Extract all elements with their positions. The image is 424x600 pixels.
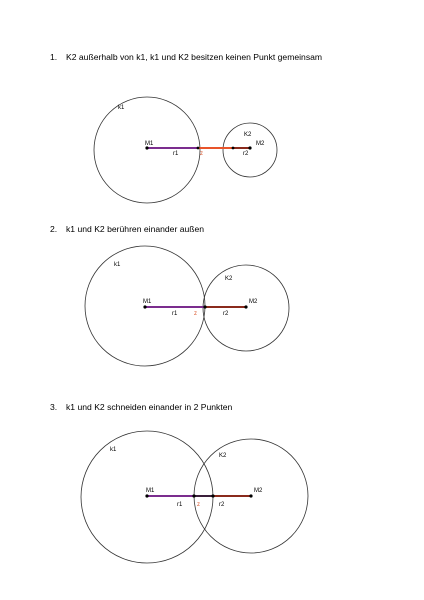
item-3-text: k1 und K2 schneiden einander in 2 Punkten xyxy=(66,402,233,412)
item-1-number: 1. xyxy=(50,52,58,62)
center-m2-point xyxy=(249,494,252,497)
item-1-text: K2 außerhalb von k1, k1 und K2 besitzen keinen Punkt gemeinsam xyxy=(66,52,323,62)
label-z: z xyxy=(200,151,203,157)
boundary-point xyxy=(211,494,214,497)
label-k2: K2 xyxy=(244,132,252,138)
contact-point xyxy=(203,305,206,308)
item-2-number: 2. xyxy=(50,224,58,234)
label-z: z xyxy=(194,311,197,317)
label-r1: r1 xyxy=(177,502,183,508)
label-r1: r1 xyxy=(172,311,178,317)
label-k1: k1 xyxy=(110,447,117,453)
item-3-number: 3. xyxy=(50,402,58,412)
label-m1: M1 xyxy=(145,141,154,147)
circle-k1 xyxy=(94,97,200,203)
center-m1-point xyxy=(145,494,148,497)
label-k1: k1 xyxy=(118,105,125,111)
label-k2: K2 xyxy=(219,453,227,459)
label-m1: M1 xyxy=(143,299,152,305)
label-r2: r2 xyxy=(219,502,225,508)
contact-point xyxy=(232,147,235,150)
label-m2: M2 xyxy=(254,488,263,494)
label-r1: r1 xyxy=(173,151,179,157)
label-m1: M1 xyxy=(146,488,155,494)
item-3-heading xyxy=(50,402,232,413)
center-m1-point xyxy=(143,305,146,308)
label-k1: k1 xyxy=(114,262,121,268)
label-r2: r2 xyxy=(243,151,249,157)
item-2-heading xyxy=(50,224,204,235)
label-k2: K2 xyxy=(225,276,233,282)
label-m2: M2 xyxy=(256,141,265,147)
label-z: z xyxy=(197,502,200,508)
contact-point xyxy=(197,147,200,150)
label-m2: M2 xyxy=(249,299,258,305)
boundary-point xyxy=(192,494,195,497)
item-2-text: k1 und K2 berühren einander außen xyxy=(66,224,205,234)
center-m2-point xyxy=(244,305,247,308)
center-m2-point xyxy=(248,146,251,149)
label-r2: r2 xyxy=(223,311,229,317)
figure-1-diagram xyxy=(0,95,424,205)
figure-3-diagram xyxy=(0,430,424,570)
figure-2-diagram xyxy=(0,245,424,375)
item-1-heading xyxy=(50,52,322,63)
